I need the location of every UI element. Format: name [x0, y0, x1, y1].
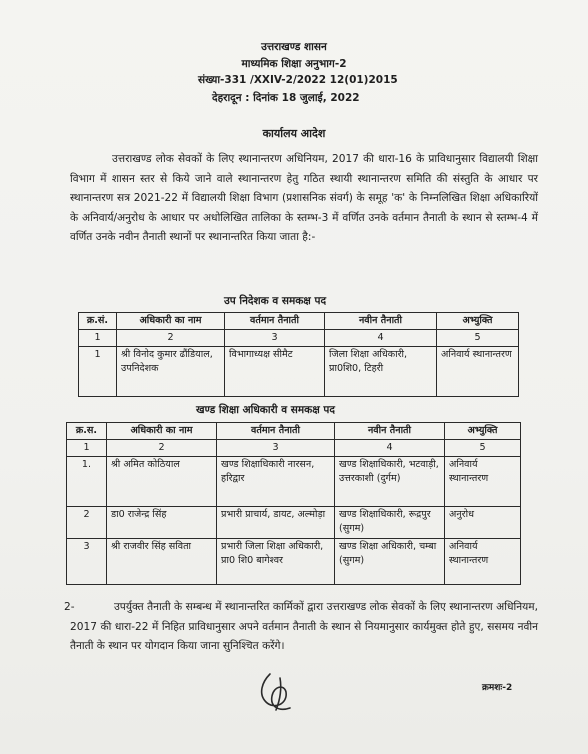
continuation-mark: क्रमशः-2 — [482, 683, 513, 693]
col-serial: क्र.सं. — [79, 313, 117, 330]
col-remarks: अभ्युक्ति — [437, 313, 519, 330]
current-posting-cell: प्रभारी प्राचार्य, डायट, अल्मोड़ा — [217, 507, 335, 539]
serial-cell: 3 — [67, 539, 107, 585]
new-posting-cell: खण्ड शिक्षा अधिकारी, चम्बा (सुगम) — [335, 539, 445, 585]
current-posting-cell: प्रभारी जिला शिक्षा अधिकारी, प्रा0 शि0 बागेश्वर — [217, 539, 335, 585]
column-number: 5 — [445, 440, 521, 457]
column-number: 4 — [335, 440, 445, 457]
table-header-row — [67, 423, 521, 440]
col-current-posting: वर्तमान तैनाती — [217, 423, 335, 440]
col-officer-name: अधिकारी का नाम — [117, 313, 225, 330]
remarks-cell: अनिवार्य स्थानान्तरण — [445, 539, 521, 585]
column-number: 4 — [325, 330, 437, 347]
remarks-cell: अनिवार्य स्थानान्तरण — [445, 457, 521, 507]
table2-heading: खण्ड शिक्षा अधिकारी व समकक्ष पद — [196, 404, 335, 416]
col-new-posting: नवीन तैनाती — [335, 423, 445, 440]
col-new-posting: नवीन तैनाती — [325, 313, 437, 330]
table-row — [79, 347, 519, 397]
officer-name-cell: डा0 राजेन्द्र सिंह — [107, 507, 217, 539]
col-serial: क्र.स. — [67, 423, 107, 440]
table1-heading: उप निदेशक व समकक्ष पद — [224, 295, 327, 307]
remarks-cell: अनुरोध — [445, 507, 521, 539]
page-title: कार्यालय आदेश — [262, 127, 326, 140]
current-posting-cell: विभागाध्यक्ष सीमैट — [225, 347, 325, 397]
table-block-education-officer — [66, 422, 521, 585]
table-deputy-director — [78, 312, 519, 397]
col-remarks: अभ्युक्ति — [445, 423, 521, 440]
table-row — [67, 457, 521, 507]
order-date: देहरादून : दिनांक 18 जुलाई, 2022 — [212, 92, 360, 104]
column-number: 3 — [225, 330, 325, 347]
reference-number: संख्या-331 /XXIV-2/2022 12(01)2015 — [198, 74, 398, 86]
column-number: 1 — [79, 330, 117, 347]
table-row — [67, 539, 521, 585]
officer-name-cell: श्री विनोद कुमार ढौंडियाल, उपनिदेशक — [117, 347, 225, 397]
officer-name-cell: श्री अमित कोठियाल — [107, 457, 217, 507]
remarks-cell: अनिवार्य स्थानान्तरण — [437, 347, 519, 397]
current-posting-cell: खण्ड शिक्षाधिकारी नारसन, हरिद्वार — [217, 457, 335, 507]
column-number: 5 — [437, 330, 519, 347]
serial-cell: 1 — [79, 347, 117, 397]
col-officer-name: अधिकारी का नाम — [107, 423, 217, 440]
column-number-row — [67, 440, 521, 457]
table-row — [67, 507, 521, 539]
paragraph-2-number: 2- — [64, 601, 75, 613]
column-number: 3 — [217, 440, 335, 457]
serial-cell: 2 — [67, 507, 107, 539]
col-current-posting: वर्तमान तैनाती — [225, 313, 325, 330]
officer-name-cell: श्री राजवीर सिंह सविता — [107, 539, 217, 585]
new-posting-cell: जिला शिक्षा अधिकारी, प्रा0शि0, टिहरी — [325, 347, 437, 397]
order-paragraph-1: उत्तराखण्ड लोक सेवकों के लिए स्थानान्तरण अधिनियम, 2017 की धारा-16 के प्राविधानुसार विद्यालयी शिक्षा विभाग में शासन स्तर से किये जाने वाले स्थानान्तरण हेतु गठित स्थायी स्थानान्तरण समिति की संस्तुति के आधार पर स्थानान्तरण सत्र 2021-22 में विद्यालयी शिक्षा विभाग (प्रशासनिक संवर्ग) के समूह 'क' के निम्नलिखित शिक्षा अधिकारियों के अनिवार्य/अनुरोध के आधार पर अधोलिखित तालिका के स्तम्भ-3 में वर्णित उनके वर्तमान तैनाती के स्थान से स्तम्भ-4 में वर्णित उनके नवीन तैनाती स्थानों पर स्थानान्तरित किया जाता है:- — [70, 153, 538, 243]
section-name: माध्यमिक शिक्षा अनुभाग-2 — [241, 58, 347, 70]
column-number-row — [79, 330, 519, 347]
table-header-row — [79, 313, 519, 330]
serial-cell: 1. — [67, 457, 107, 507]
column-number: 2 — [107, 440, 217, 457]
column-number: 1 — [67, 440, 107, 457]
column-number: 2 — [117, 330, 225, 347]
new-posting-cell: खण्ड शिक्षाधिकारी, रूद्रपुर (सुगम) — [335, 507, 445, 539]
signature — [240, 666, 330, 716]
order-paragraph-2: उपर्युक्त तैनाती के सम्बन्ध में स्थानान्तरित कार्मिकों द्वारा उत्तराखण्ड लोक सेवकों के लिए स्थानान्तरण अधिनियम, 2017 की धारा-22 में निहित प्राविधानुसार अपने वर्तमान तैनाती के स्थान से नियमानुसार कार्यमुक्त होते हुए, ससमय नवीन तैनाती के स्थान पर योगदान किया जाना सुनिश्चित करेंगे। — [70, 601, 538, 652]
govt-name: उत्तराखण्ड शासन — [261, 41, 327, 53]
new-posting-cell: खण्ड शिक्षाधिकारी, भटवाड़ी, उत्तरकाशी (दुर्गम) — [335, 457, 445, 507]
